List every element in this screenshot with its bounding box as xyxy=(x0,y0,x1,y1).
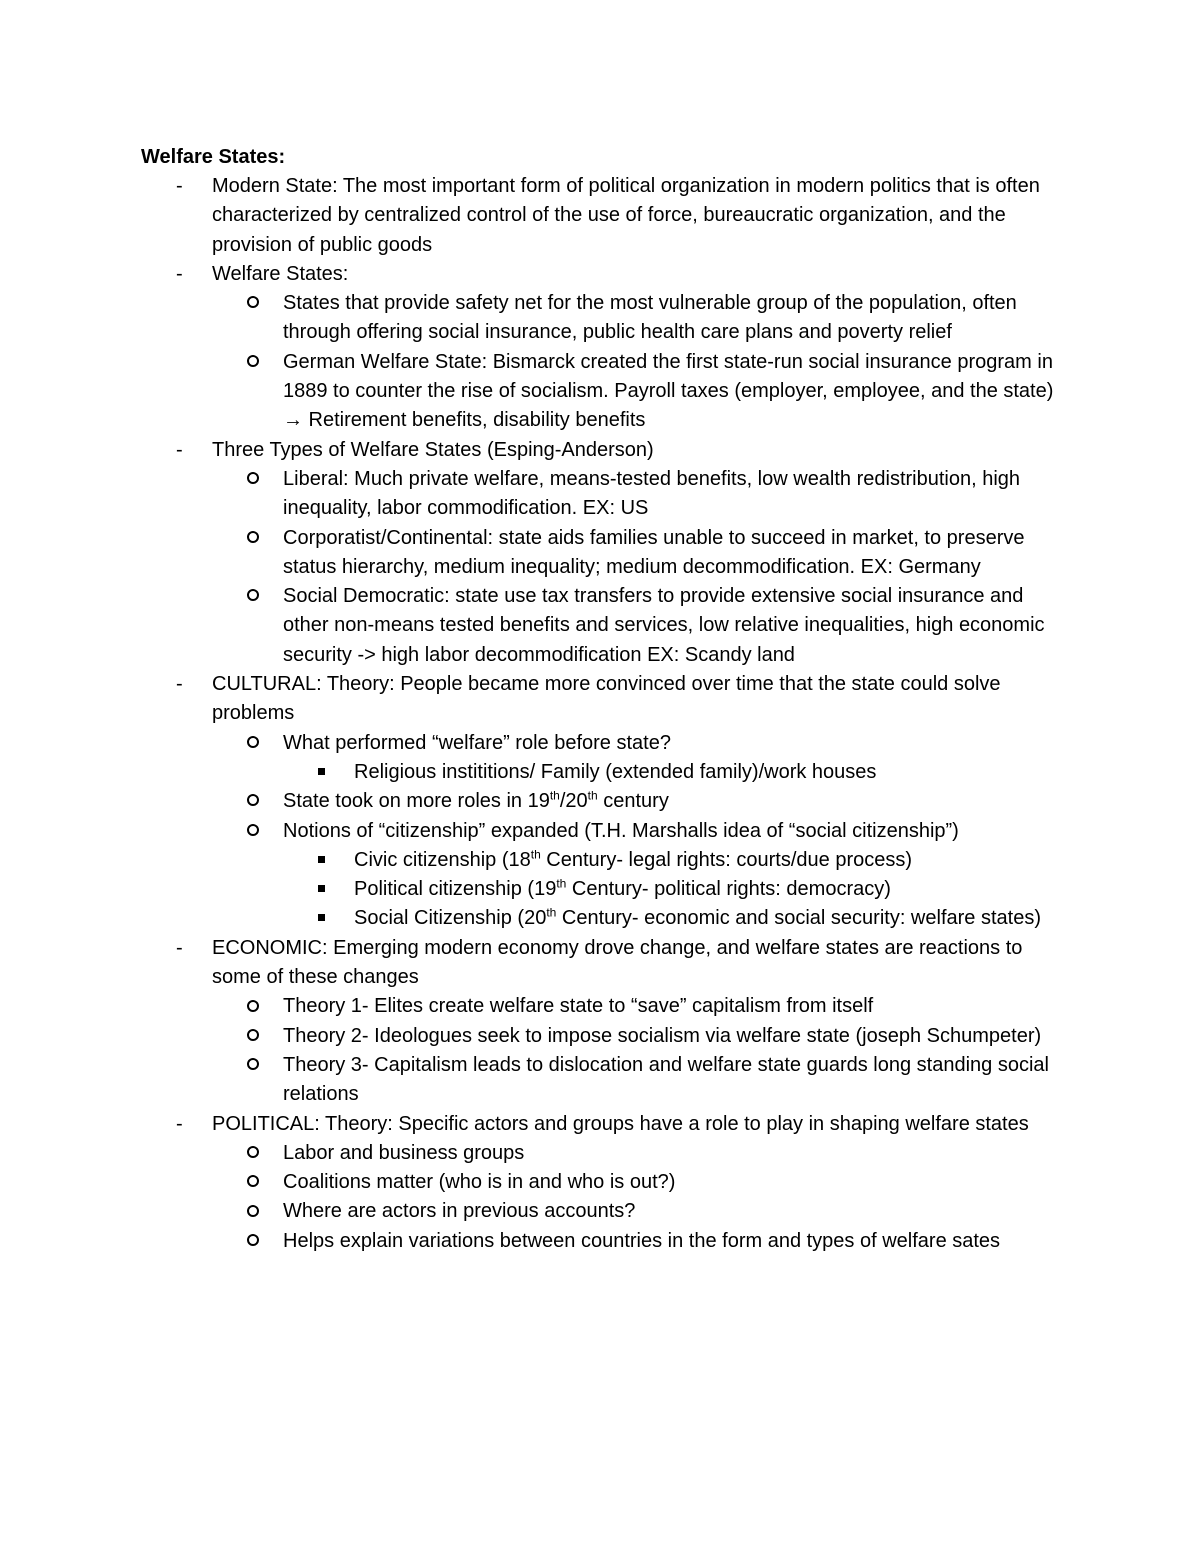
superscript: th xyxy=(556,876,567,891)
list-item xyxy=(0,817,1200,846)
ring-bullet-icon xyxy=(247,1139,259,1168)
item-text: POLITICAL: Theory: Specific actors and groups have a role to play in shaping welfare states xyxy=(212,1112,1029,1135)
list-item xyxy=(0,524,1200,583)
square-bullet-icon xyxy=(318,846,325,875)
dash-bullet-icon: - xyxy=(176,673,183,696)
item-text: Century- legal rights: courts/due process) xyxy=(540,848,913,871)
list-item xyxy=(0,904,1200,933)
ring-bullet-icon xyxy=(247,1197,259,1226)
item-text: Theory 2- Ideologues seek to impose socialism via welfare state (joseph Schumpeter) xyxy=(283,1024,1042,1047)
list-item xyxy=(0,846,1200,875)
item-text: Helps explain variations between countries in the form and types of welfare sates xyxy=(283,1229,1001,1252)
document-title: Welfare States: xyxy=(141,146,286,168)
item-text: Political citizenship (19 xyxy=(354,878,557,901)
list-item xyxy=(0,1110,1200,1139)
list-item xyxy=(0,289,1200,348)
superscript: th xyxy=(587,788,598,803)
dash-bullet-icon: - xyxy=(176,262,183,285)
item-text: /20 xyxy=(559,790,588,813)
item-text: Social Democratic: state use tax transfers to provide extensive social insurance and other non-means tested benefits and services, low relative inequalities, high economic security -> high labor decommodification EX: Scandy land xyxy=(283,585,1045,666)
superscript: th xyxy=(530,847,541,862)
list-item xyxy=(0,172,1200,260)
list-item xyxy=(0,260,1200,289)
dash-bullet-icon: - xyxy=(176,438,183,461)
ring-bullet-icon xyxy=(247,582,259,611)
ring-bullet-icon xyxy=(247,992,259,1021)
item-text: Civic citizenship (18 xyxy=(354,848,531,871)
item-text: State took on more roles in 19 xyxy=(283,790,550,813)
item-text: States that provide safety net for the most vulnerable group of the population, often through offering social insurance, public health care plans and poverty relief xyxy=(283,292,1017,344)
item-text: Corporatist/Continental: state aids families unable to succeed in market, to preserve status hierarchy, medium inequality; medium decommodification. EX: Germany xyxy=(283,526,1025,578)
list-item xyxy=(0,465,1200,524)
item-text: Where are actors in previous accounts? xyxy=(283,1200,636,1223)
item-text: Coalitions matter (who is in and who is out?) xyxy=(283,1171,676,1194)
list-item xyxy=(0,1022,1200,1051)
item-text: Retirement benefits, disability benefits xyxy=(303,409,646,432)
ring-bullet-icon xyxy=(247,348,259,377)
list-item xyxy=(0,992,1200,1021)
list-item xyxy=(0,934,1200,993)
outline-list xyxy=(0,172,1200,1256)
list-item xyxy=(0,729,1200,758)
item-text: ECONOMIC: Emerging modern economy drove change, and welfare states are reactions to some of these changes xyxy=(212,936,1023,989)
dash-bullet-icon: - xyxy=(176,1112,183,1135)
item-text: Religious instititions/ Family (extended family)/work houses xyxy=(354,760,877,783)
item-text: Liberal: Much private welfare, means-tested benefits, low wealth redistribution, high inequality, labor commodification. EX: US xyxy=(283,467,1021,520)
arrow-right-icon: → xyxy=(283,409,303,432)
ring-bullet-icon xyxy=(247,787,259,816)
dash-bullet-icon: - xyxy=(176,936,183,959)
list-item xyxy=(0,1227,1200,1256)
list-item xyxy=(0,1197,1200,1226)
list-item xyxy=(0,875,1200,904)
item-text: Theory 1- Elites create welfare state to “save” capitalism from itself xyxy=(283,995,874,1018)
square-bullet-icon xyxy=(318,875,325,904)
list-item xyxy=(0,348,1200,436)
ring-bullet-icon xyxy=(247,729,259,758)
item-text: Century- economic and social security: welfare states) xyxy=(556,907,1041,930)
superscript: th xyxy=(546,905,557,920)
superscript: th xyxy=(549,788,560,803)
list-item xyxy=(0,582,1200,670)
ring-bullet-icon xyxy=(247,1051,259,1080)
item-text: CULTURAL: Theory: People became more convinced over time that the state could solve problems xyxy=(212,673,1001,725)
list-item xyxy=(0,1139,1200,1168)
item-text: Century- political rights: democracy) xyxy=(566,878,891,901)
item-text: Modern State: The most important form of political organization in modern politics that is often characterized by centralized control of the use of force, bureaucratic organization, and the provision of public goods xyxy=(212,175,1040,256)
ring-bullet-icon xyxy=(247,1168,259,1197)
ring-bullet-icon xyxy=(247,524,259,553)
item-text: Three Types of Welfare States (Esping-Anderson) xyxy=(212,438,654,461)
item-text: What performed “welfare” role before state? xyxy=(283,731,671,754)
list-item xyxy=(0,670,1200,729)
ring-bullet-icon xyxy=(247,465,259,494)
list-item xyxy=(0,1168,1200,1197)
ring-bullet-icon xyxy=(247,289,259,318)
ring-bullet-icon xyxy=(247,817,259,846)
ring-bullet-icon xyxy=(247,1022,259,1051)
item-text: century xyxy=(597,790,669,813)
square-bullet-icon xyxy=(318,904,325,933)
item-text: Notions of “citizenship” expanded (T.H. Marshalls idea of “social citizenship”) xyxy=(283,819,959,842)
item-text: German Welfare State: Bismarck created the first state-run social insurance program in 1889 to counter the rise of socialism. Payroll taxes (employer, employee, and the state) xyxy=(283,350,1054,403)
item-text: Social Citizenship (20 xyxy=(354,907,547,930)
ring-bullet-icon xyxy=(247,1227,259,1256)
list-item xyxy=(0,436,1200,465)
list-item xyxy=(0,1051,1200,1110)
item-text: Theory 3- Capitalism leads to dislocation and welfare state guards long standing social relations xyxy=(283,1053,1049,1106)
item-text: Welfare States: xyxy=(212,262,349,285)
square-bullet-icon xyxy=(318,758,325,787)
item-text: Labor and business groups xyxy=(283,1141,525,1164)
list-item xyxy=(0,758,1200,787)
dash-bullet-icon: - xyxy=(176,175,183,197)
list-item xyxy=(0,787,1200,816)
